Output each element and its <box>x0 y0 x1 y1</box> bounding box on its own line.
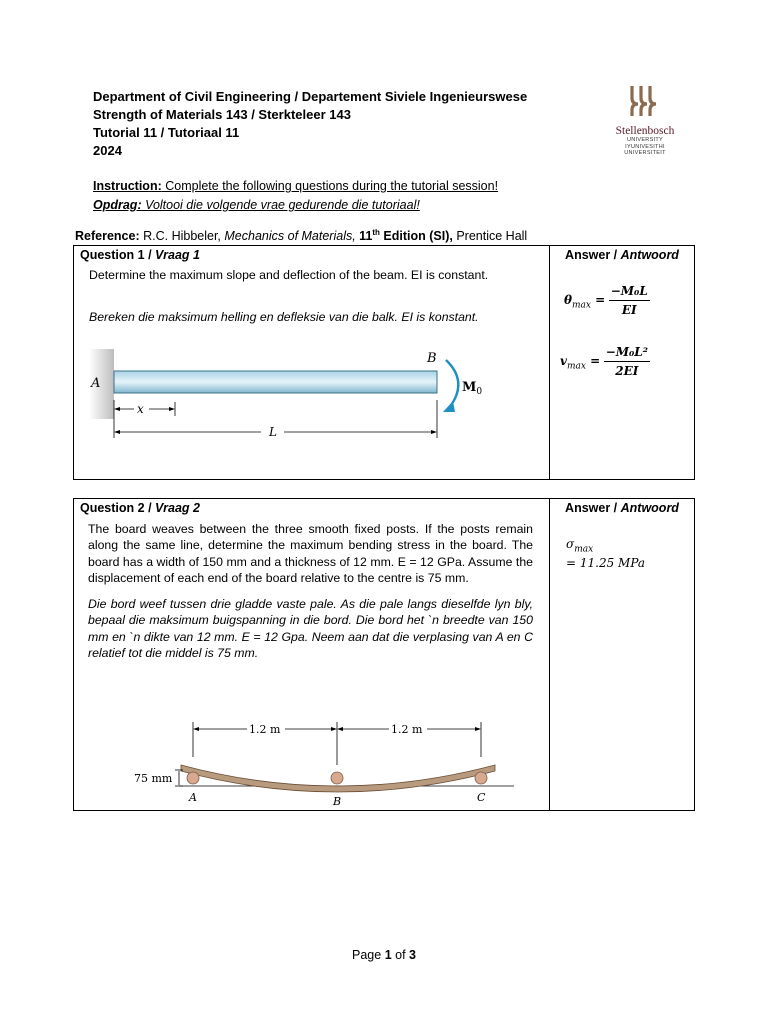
answer-2-stress: $\sigma_{max}$ = 11.25 MPa <box>566 537 646 571</box>
answer-2-title: Answer / Antwoord <box>565 501 679 515</box>
instruction-block <box>93 177 498 215</box>
question-1-text-en: Determine the maximum slope and deflection of the beam. EI is constant. <box>89 268 489 282</box>
label-a: A <box>91 376 101 391</box>
label-x: x <box>137 402 144 416</box>
post-b <box>331 772 343 784</box>
instruction-af: Opdrag: Voltooi die volgende vrae gedurende die tutoriaal! <box>93 198 420 212</box>
question-1-title: Question 1 / Vraag 1 <box>80 248 200 262</box>
logo-sub-3: UNIVERSITEIT <box>624 150 666 156</box>
tutorial-line: Tutorial 11 / Tutoriaal 11 <box>93 125 240 140</box>
question-1-cell <box>74 246 550 480</box>
question-1-beam-figure <box>89 346 489 456</box>
answer-1-deflection: $v_{max}$ = $\frac{\text{−M₀L²}}{2EI}$ <box>560 345 648 378</box>
post-c <box>475 772 487 784</box>
label-c: C <box>477 791 486 804</box>
logo-sub-2: IYUNIVESITHI <box>625 143 665 150</box>
label-l: L <box>269 425 277 439</box>
label-b: B <box>333 795 342 808</box>
question-2-cell <box>74 499 550 811</box>
label-a: A <box>189 791 197 804</box>
post-a <box>187 772 199 784</box>
label-b: B <box>427 351 437 366</box>
dim-75mm: 75 mm <box>134 772 173 785</box>
course-line: Strength of Materials 143 / Sterkteleer 143 <box>93 107 351 122</box>
dim-bc: 1.2 m <box>391 723 423 736</box>
year-line: 2024 <box>93 143 122 158</box>
question-2-board-figure <box>129 717 529 812</box>
answer-2-cell <box>550 499 695 811</box>
answer-1-cell <box>550 246 695 480</box>
question-2-table <box>73 498 695 811</box>
question-2-text-af: Die bord weef tussen drie gladde vaste pale. As die pale langs dieselfde lyn bly, bepaal die maksimum buigspanning in die bord. Die bord het `n breedte van 150 mm en `n dikte van 12 mm. E = 12 Gpa. Neem aan dat die verplasing van A en C relatief tot die middel is 75 mm. <box>88 597 533 661</box>
university-logo <box>600 84 690 157</box>
stellenbosch-crest-icon <box>629 84 661 118</box>
document-header <box>93 88 527 160</box>
logo-name: Stellenbosch <box>615 125 675 137</box>
question-2-title: Question 2 / Vraag 2 <box>80 501 200 515</box>
reference-line: Reference: R.C. Hibbeler, Mechanics of Materials, 11th Edition (SI), Prentice Hall <box>75 228 528 244</box>
answer-1-slope: $\theta_{max}$ = $\frac{\text{−M₀L}}{EI}$ <box>564 284 648 317</box>
moment-arrow-icon <box>446 360 458 408</box>
department-line: Department of Civil Engineering / Departement Siviele Ingenieurswese <box>93 89 528 104</box>
question-1-table <box>73 245 695 480</box>
label-m0: $M_0$ <box>462 380 483 397</box>
question-2-text-en: The board weaves between the three smooth fixed posts. If the posts remain along the same line, determine the maximum bending stress in the board. The board has a width of 150 mm and a thickness of 12 mm. E = 12 GPa. Assume the displacement of each end of the board relative to the centre is 75 mm. <box>88 522 533 585</box>
logo-sub-1: UNIVERSITY <box>626 137 663 143</box>
beam <box>114 371 437 393</box>
dim-ab: 1.2 m <box>249 723 281 736</box>
answer-1-title: Answer / Antwoord <box>565 248 679 262</box>
instruction-en: Instruction: Complete the following questions during the tutorial session! <box>93 179 499 193</box>
page-footer: Page 1 of 3 <box>352 948 416 962</box>
question-1-text-af: Bereken die maksimum helling en defleksie van die balk. EI is konstant. <box>89 310 479 325</box>
